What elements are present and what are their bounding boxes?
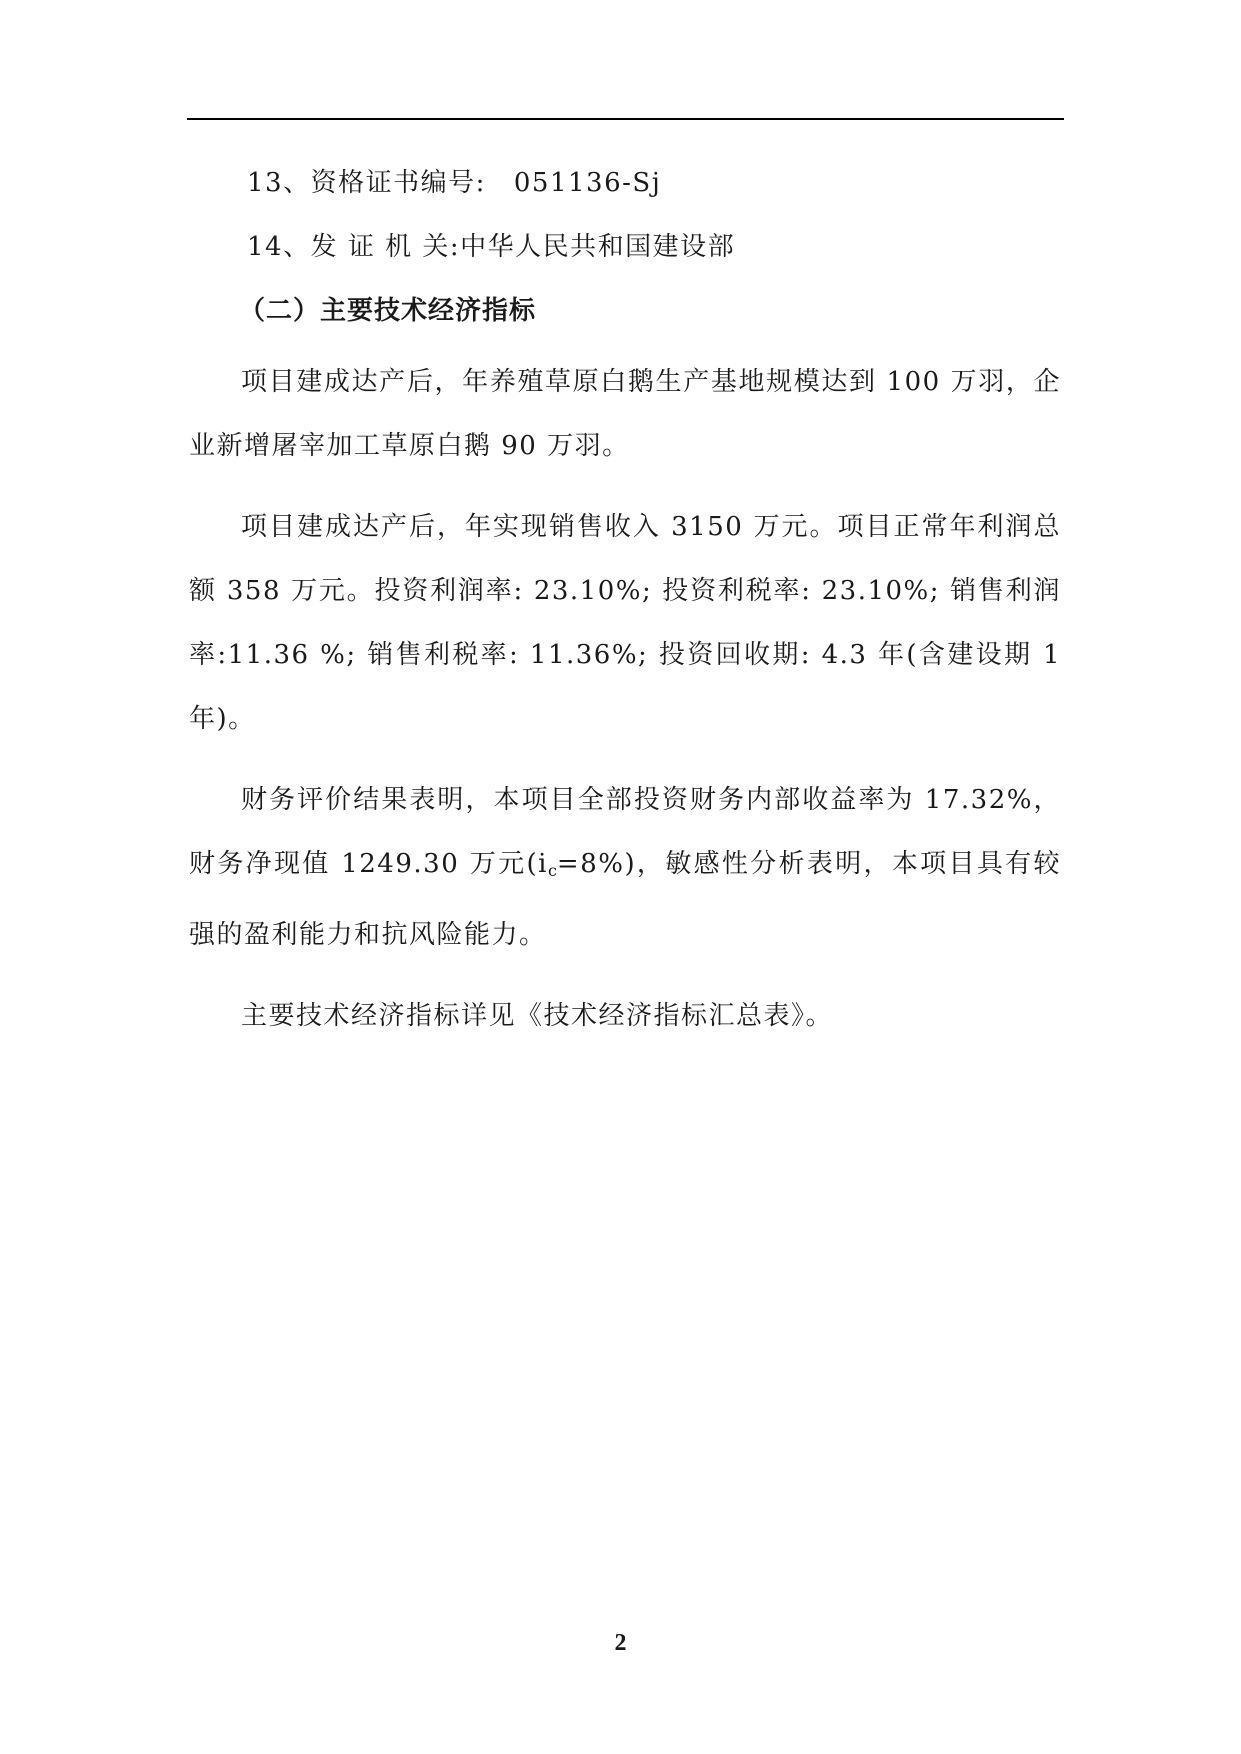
paragraph-financials: 项目建成达产后，年实现销售收入 3150 万元。项目正常年利润总额 358 万元。投资利润率: 23.10%; 投资利税率: 23.10%; 销售利润率:11.36 %; 销售利税率: 11.36%; 投资回收期: 4.3 年(含建设期 1 年)。 <box>189 512 1061 734</box>
paragraph-evaluation-part2: =8%)，敏感性分析表明，本项目具有较强的盈利能力和抗风险能力。 <box>189 849 1061 950</box>
paragraph-evaluation <box>189 768 1061 967</box>
page-number: 2 <box>614 1630 627 1656</box>
ic-subscript: c <box>547 861 557 880</box>
item-13-value: 051136-Sj <box>513 168 662 198</box>
header-rule <box>187 118 1064 120</box>
paragraph-scale: 项目建成达产后，年养殖草原白鹅生产基地规模达到 100 万羽，企业新增屠宰加工草原白鹅 90 万羽。 <box>189 367 1061 461</box>
paragraph-evaluation-part1: 财务评价结果表明，本项目全部投资财务内部收益率为 17.32%，财务净现值 1249.30 万元(i <box>189 785 1061 879</box>
document-body <box>189 160 1061 1066</box>
item-14-label: 14、发 证 机 关: <box>247 232 461 262</box>
item-13-label: 13、资格证书编号: <box>247 168 486 198</box>
item-13 <box>189 160 1061 224</box>
section-heading: （二）主要技术经济指标 <box>239 296 537 326</box>
paragraph-reference: 主要技术经济指标详见《技术经济指标汇总表》。 <box>241 1001 834 1031</box>
item-14 <box>189 224 1061 288</box>
item-14-value: 中华人民共和国建设部 <box>460 232 736 262</box>
